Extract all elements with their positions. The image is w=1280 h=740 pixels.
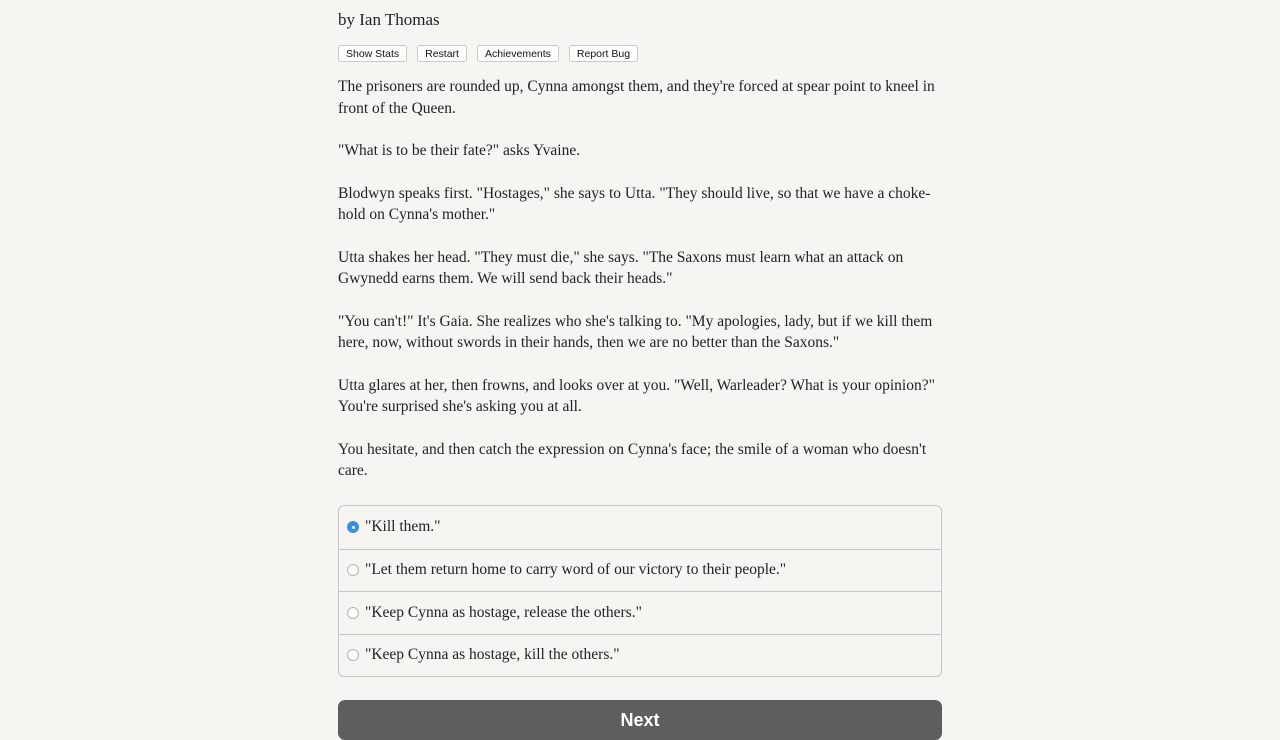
choice-list — [338, 505, 942, 677]
story-paragraph: Blodwyn speaks first. "Hostages," she says to Utta. "They should live, so that we have a choke-hold on Cynna's mother." — [338, 184, 931, 223]
story-paragraph: "What is to be their fate?" asks Yvaine. — [338, 142, 581, 159]
choice-option-keep-cynna-release-others[interactable] — [339, 591, 941, 634]
radio-button-icon[interactable] — [347, 521, 359, 533]
story-paragraph: Utta shakes her head. "They must die," she says. "The Saxons must learn what an attack on Gwynedd earns them. We will send back their heads." — [338, 248, 904, 287]
story-paragraph: You hesitate, and then catch the expression on Cynna's face; the smile of a woman who doesn't care. — [338, 440, 927, 479]
story-paragraph: "You can't!" It's Gaia. She realizes who she's talking to. "My apologies, lady, but if we kill them here, now, without swords in their hands, then we are no better than the Saxons." — [338, 312, 933, 351]
report-bug-button[interactable]: Report Bug — [569, 45, 638, 62]
radio-button-icon[interactable] — [347, 649, 359, 661]
story-paragraph: The prisoners are rounded up, Cynna amongst them, and they're forced at spear point to kneel in front of the Queen. — [338, 78, 935, 117]
choice-option-kill-them[interactable] — [339, 506, 941, 549]
achievements-button[interactable]: Achievements — [477, 45, 559, 62]
show-stats-button[interactable]: Show Stats — [338, 45, 407, 62]
radio-button-icon[interactable] — [347, 607, 359, 619]
choice-label: "Keep Cynna as hostage, release the others." — [365, 603, 642, 621]
choice-label: "Keep Cynna as hostage, kill the others." — [365, 646, 620, 664]
story-paragraph: Utta glares at her, then frowns, and looks over at you. "Well, Warleader? What is your opinion?" You're surprised she's asking you at all. — [338, 376, 935, 415]
choice-option-let-them-return[interactable] — [339, 549, 941, 592]
choice-label: "Kill them." — [365, 518, 441, 536]
author-byline: by Ian Thomas — [338, 10, 440, 29]
radio-button-icon[interactable] — [347, 564, 359, 576]
choice-option-keep-cynna-kill-others[interactable] — [339, 634, 941, 677]
toolbar — [338, 45, 638, 62]
restart-button[interactable]: Restart — [417, 45, 467, 62]
next-button[interactable]: Next — [338, 700, 942, 740]
story-text — [338, 76, 942, 503]
choice-label: "Let them return home to carry word of our victory to their people." — [365, 561, 787, 579]
